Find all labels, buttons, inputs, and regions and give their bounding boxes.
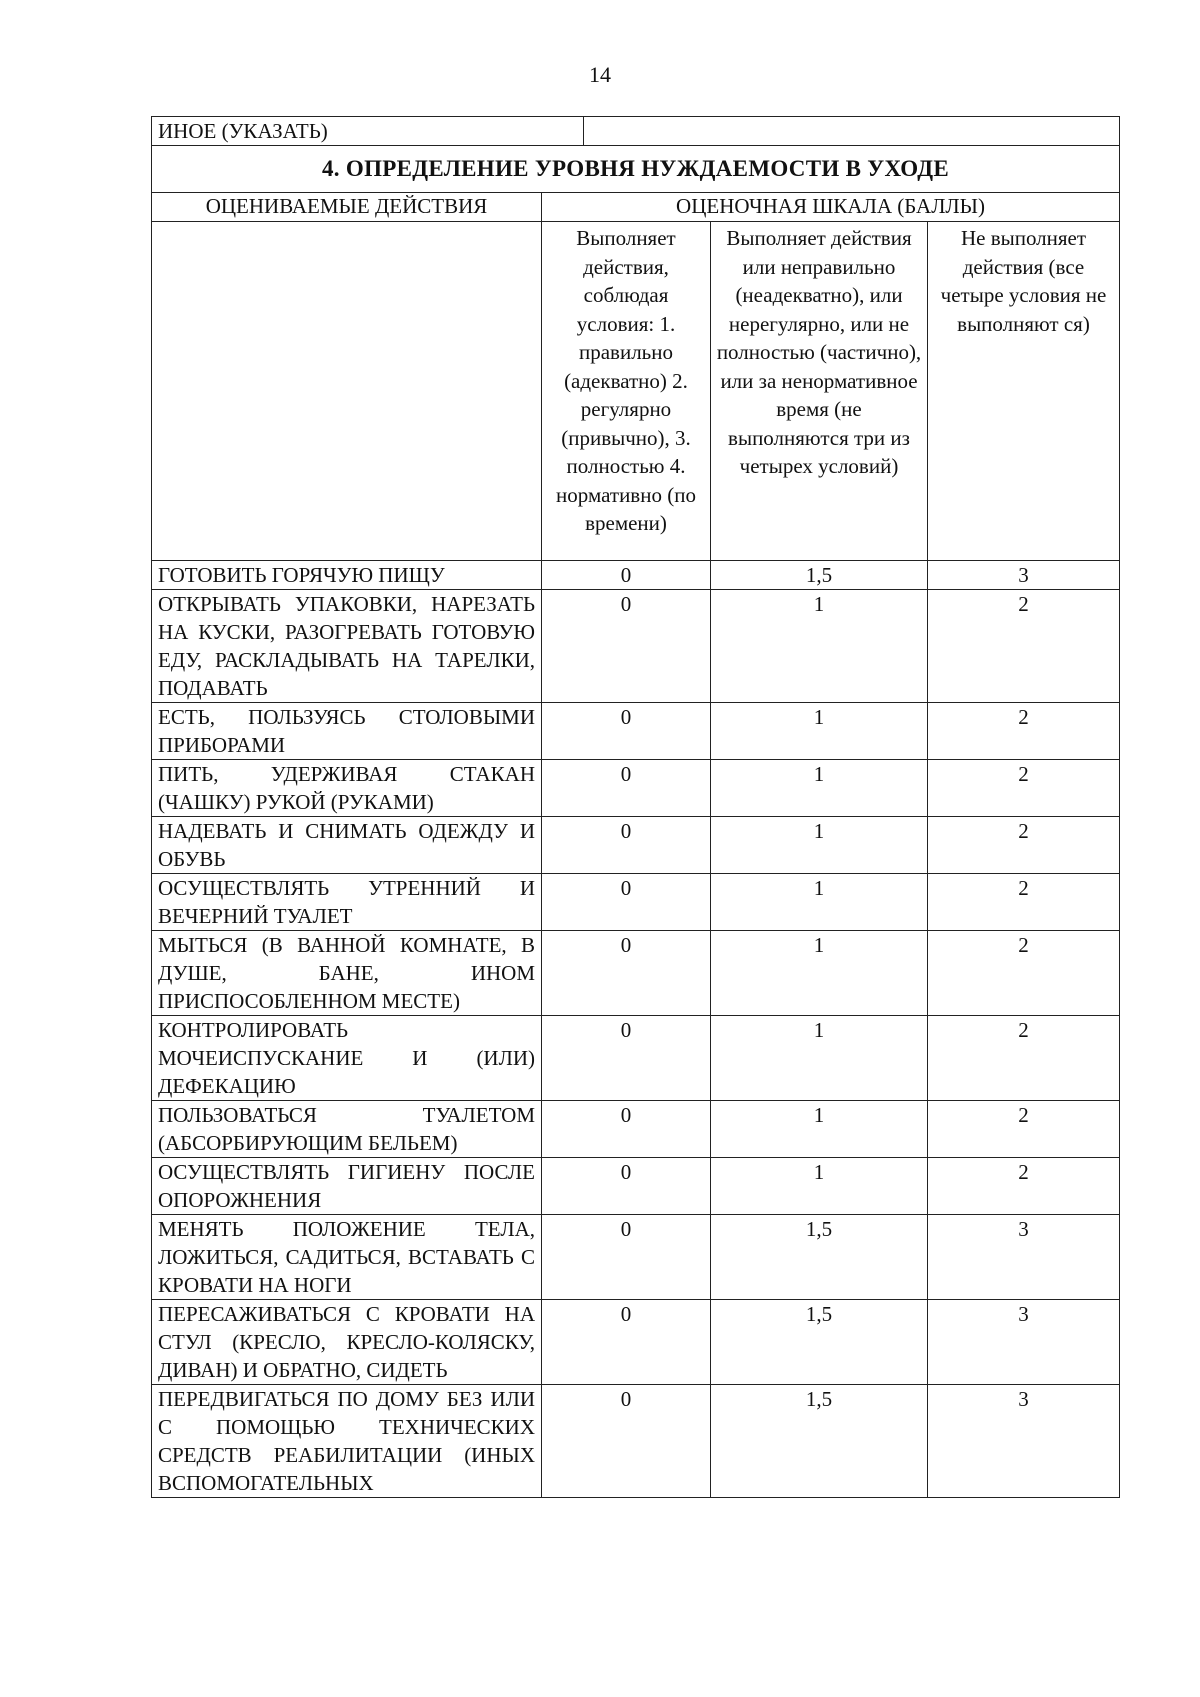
score-partial: 1,5 (711, 1215, 928, 1300)
action-label: ПОЛЬЗОВАТЬСЯ ТУАЛЕТОМ (АБСОРБИРУЮЩИМ БЕЛЬЕМ) (152, 1101, 542, 1158)
action-label: ПЕРЕДВИГАТЬСЯ ПО ДОМУ БЕЗ ИЛИ С ПОМОЩЬЮ ТЕХНИЧЕСКИХ СРЕДСТВ РЕАБИЛИТАЦИИ (ИНЫХ ВСПОМОГАТЕЛЬНЫХ (152, 1385, 542, 1498)
action-label: ОТКРЫВАТЬ УПАКОВКИ, НАРЕЗАТЬ НА КУСКИ, РАЗОГРЕВАТЬ ГОТОВУЮ ЕДУ, РАСКЛАДЫВАТЬ НА ТАРЕЛКИ, ПОДАВАТЬ (152, 590, 542, 703)
header-scale: ОЦЕНОЧНАЯ ШКАЛА (БАЛЛЫ) (542, 193, 1120, 222)
table-row (152, 1215, 1120, 1300)
action-label: ПИТЬ, УДЕРЖИВАЯ СТАКАН (ЧАШКУ) РУКОЙ (РУКАМИ) (152, 760, 542, 817)
table-body (152, 117, 1120, 1498)
scale-description-none: Не выполняет действия (все четыре условия не выполняют ся) (928, 222, 1120, 561)
scale-description-full: Выполняет действия, соблюдая условия: 1. правильно (адекватно) 2. регулярно (привычно), 3. полностью 4. нормативно (по времени) (542, 222, 711, 561)
section-title: 4. ОПРЕДЕЛЕНИЕ УРОВНЯ НУЖДАЕМОСТИ В УХОДЕ (152, 146, 1120, 193)
score-full: 0 (542, 931, 711, 1016)
score-partial: 1 (711, 703, 928, 760)
table-row (152, 760, 1120, 817)
score-none: 3 (928, 1385, 1120, 1498)
score-none: 2 (928, 760, 1120, 817)
action-label: КОНТРОЛИРОВАТЬ МОЧЕИСПУСКАНИЕ И (ИЛИ) ДЕФЕКАЦИЮ (152, 1016, 542, 1101)
score-full: 0 (542, 1016, 711, 1101)
score-full: 0 (542, 590, 711, 703)
table-row (152, 590, 1120, 703)
action-label: МЕНЯТЬ ПОЛОЖЕНИЕ ТЕЛА, ЛОЖИТЬСЯ, САДИТЬСЯ, ВСТАВАТЬ С КРОВАТИ НА НОГИ (152, 1215, 542, 1300)
score-partial: 1 (711, 760, 928, 817)
score-partial: 1 (711, 1158, 928, 1215)
score-full: 0 (542, 703, 711, 760)
score-full: 0 (542, 1385, 711, 1498)
score-none: 2 (928, 590, 1120, 703)
other-specify-label: ИНОЕ (УКАЗАТЬ) (152, 117, 584, 146)
score-none: 2 (928, 931, 1120, 1016)
action-label: ОСУЩЕСТВЛЯТЬ УТРЕННИЙ И ВЕЧЕРНИЙ ТУАЛЕТ (152, 874, 542, 931)
other-specify-value[interactable] (584, 117, 1120, 146)
score-none: 2 (928, 817, 1120, 874)
table-row (152, 1101, 1120, 1158)
score-none: 3 (928, 561, 1120, 590)
table-row (152, 1158, 1120, 1215)
table-row (152, 1300, 1120, 1385)
score-none: 2 (928, 1158, 1120, 1215)
table-row (152, 817, 1120, 874)
scale-description-partial: Выполняет действия или неправильно (неадекватно), или нерегулярно, или не полностью (частично), или за ненормативное время (не выполняются три из четырех условий) (711, 222, 928, 561)
care-needs-assessment-table (151, 116, 1120, 1498)
score-partial: 1 (711, 590, 928, 703)
score-none: 2 (928, 1016, 1120, 1101)
action-label: ЕСТЬ, ПОЛЬЗУЯСЬ СТОЛОВЫМИ ПРИБОРАМИ (152, 703, 542, 760)
score-partial: 1 (711, 931, 928, 1016)
score-full: 0 (542, 760, 711, 817)
score-partial: 1,5 (711, 1300, 928, 1385)
action-label: ПЕРЕСАЖИВАТЬСЯ С КРОВАТИ НА СТУЛ (КРЕСЛО, КРЕСЛО-КОЛЯСКУ, ДИВАН) И ОБРАТНО, СИДЕТЬ (152, 1300, 542, 1385)
action-label: НАДЕВАТЬ И СНИМАТЬ ОДЕЖДУ И ОБУВЬ (152, 817, 542, 874)
score-none: 3 (928, 1300, 1120, 1385)
table-row (152, 1385, 1120, 1498)
score-none: 2 (928, 874, 1120, 931)
score-partial: 1 (711, 817, 928, 874)
score-full: 0 (542, 1101, 711, 1158)
action-label: МЫТЬСЯ (В ВАННОЙ КОМНАТЕ, В ДУШЕ, БАНЕ, ИНОМ ПРИСПОСОБЛЕННОМ МЕСТЕ) (152, 931, 542, 1016)
section-title-row (152, 146, 1120, 193)
page-number: 14 (589, 62, 611, 87)
score-full: 0 (542, 1215, 711, 1300)
score-full: 0 (542, 1158, 711, 1215)
table-row (152, 703, 1120, 760)
score-partial: 1,5 (711, 561, 928, 590)
scale-description-blank (152, 222, 542, 561)
column-header-row (152, 193, 1120, 222)
score-partial: 1,5 (711, 1385, 928, 1498)
table-row (152, 931, 1120, 1016)
score-none: 2 (928, 1101, 1120, 1158)
score-none: 3 (928, 1215, 1120, 1300)
score-partial: 1 (711, 1101, 928, 1158)
header-actions: ОЦЕНИВАЕМЫЕ ДЕЙСТВИЯ (152, 193, 542, 222)
score-full: 0 (542, 817, 711, 874)
action-label: ОСУЩЕСТВЛЯТЬ ГИГИЕНУ ПОСЛЕ ОПОРОЖНЕНИЯ (152, 1158, 542, 1215)
score-full: 0 (542, 1300, 711, 1385)
table-row (152, 561, 1120, 590)
table-row (152, 874, 1120, 931)
score-partial: 1 (711, 1016, 928, 1101)
table-row (152, 1016, 1120, 1101)
score-full: 0 (542, 561, 711, 590)
score-full: 0 (542, 874, 711, 931)
scale-description-row (152, 222, 1120, 561)
score-partial: 1 (711, 874, 928, 931)
other-specify-row (152, 117, 1120, 146)
score-none: 2 (928, 703, 1120, 760)
action-label: ГОТОВИТЬ ГОРЯЧУЮ ПИЩУ (152, 561, 542, 590)
